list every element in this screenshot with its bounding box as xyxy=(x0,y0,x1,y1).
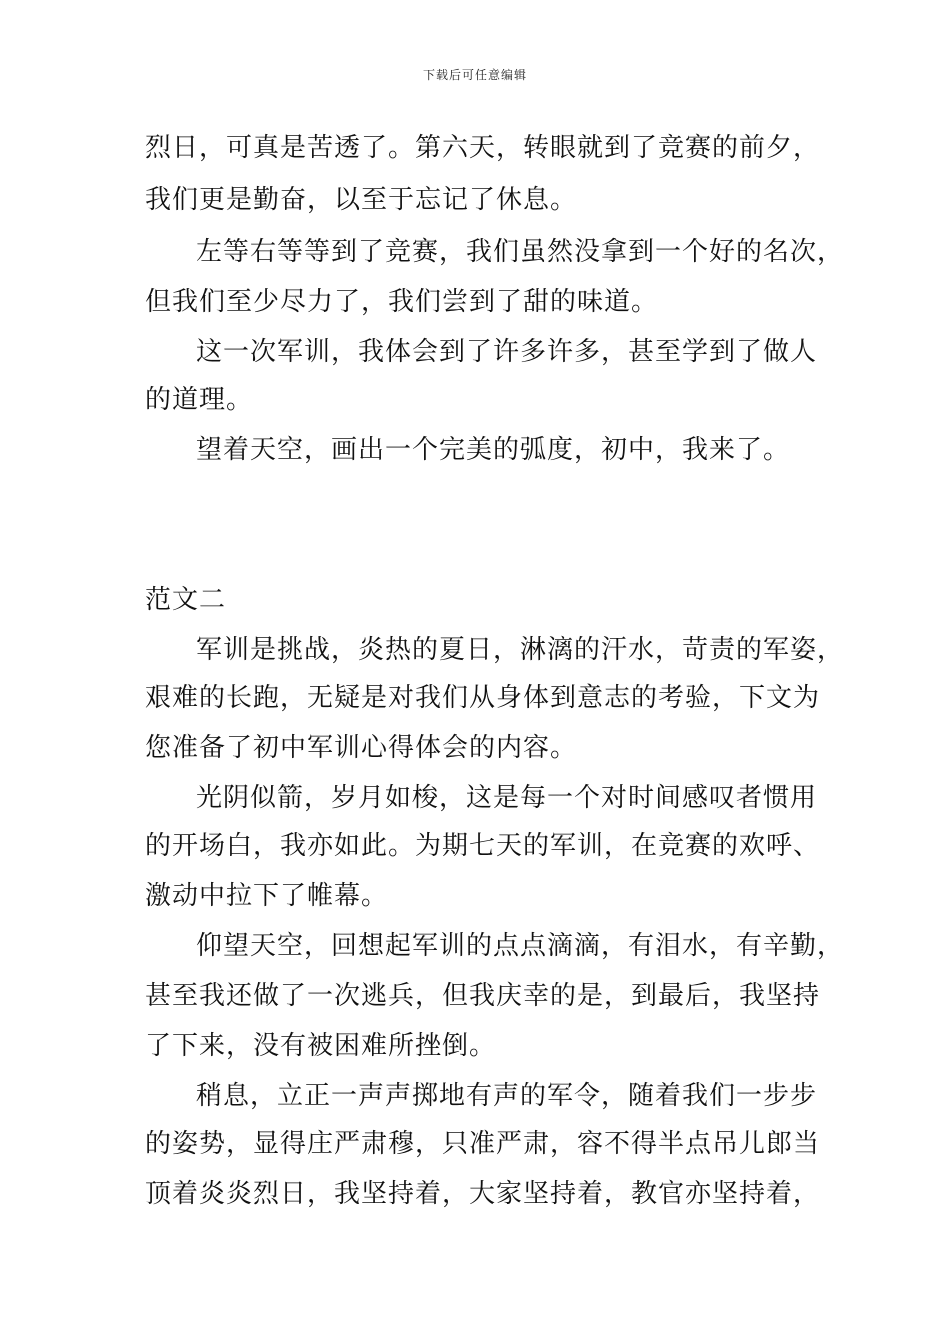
text-line: 您准备了初中军训心得体会的内容。 xyxy=(145,733,578,763)
text-line: 军训是挑战，炎热的夏日，淋漓的汗水，苛责的军姿， xyxy=(196,635,845,665)
text-line: 的开场白，我亦如此。为期七天的军训，在竞赛的欢呼、 xyxy=(145,831,821,861)
text-line: 左等右等等到了竞赛，我们虽然没拿到一个好的名次， xyxy=(196,237,845,267)
page-header: 下载后可任意编辑 xyxy=(422,68,527,82)
text-line: 仰望天空，回想起军训的点点滴滴，有泪水，有辛勤， xyxy=(196,931,845,961)
text-line: 的姿势，显得庄严肃穆，只准严肃，容不得半点吊儿郎当 xyxy=(145,1129,821,1159)
text-line: 望着天空，画出一个完美的弧度，初中，我来了。 xyxy=(196,435,791,465)
text-line: 甚至我还做了一次逃兵，但我庆幸的是，到最后，我坚持 xyxy=(145,981,821,1011)
text-line: 顶着炎炎烈日，我坚持着，大家坚持着，教官亦坚持着， xyxy=(145,1179,821,1209)
text-line: 但我们至少尽力了，我们尝到了甜的味道。 xyxy=(145,287,659,317)
text-line: 烈日，可真是苦透了。第六天，转眼就到了竞赛的前夕， xyxy=(145,133,821,163)
text-line: 的道理。 xyxy=(145,385,254,415)
text-line: 激动中拉下了帷幕。 xyxy=(145,881,389,911)
text-line: 艰难的长跑，无疑是对我们从身体到意志的考验，下文为 xyxy=(145,683,821,713)
text-line: 光阴似箭，岁月如梭，这是每一个对时间感叹者惯用 xyxy=(196,783,818,813)
text-line: 了下来，没有被困难所挫倒。 xyxy=(145,1031,497,1061)
section-title: 范文二 xyxy=(145,585,227,615)
text-line: 我们更是勤奋，以至于忘记了休息。 xyxy=(145,185,578,215)
text-line: 这一次军训，我体会到了许多许多，甚至学到了做人 xyxy=(196,337,818,367)
text-line: 稍息，立正一声声掷地有声的军令，随着我们一步步 xyxy=(196,1081,818,1111)
